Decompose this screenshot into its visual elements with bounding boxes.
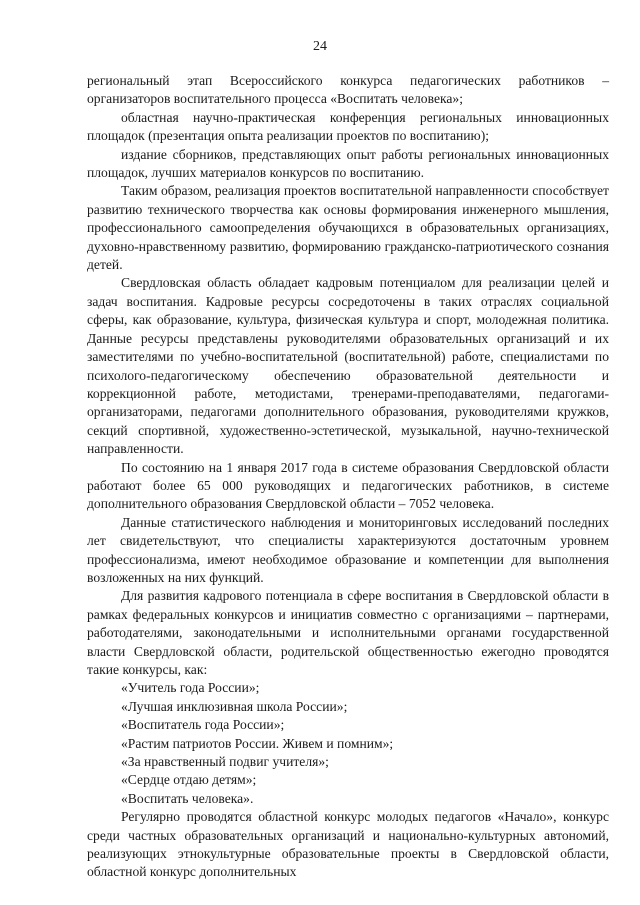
contest-item: «Сердце отдаю детям»; (121, 772, 257, 788)
contest-item: «Учитель года России»; (121, 680, 260, 696)
page-number: 24 (313, 39, 327, 54)
contest-item: «Воспитать человека». (121, 790, 254, 806)
paragraph-statistics: По состоянию на 1 января 2017 года в системе образования Свердловской области работают более 65 000 руководящих и педагогических работников, в системе дополнительного образования Свердловской области – 7052 человека. (87, 459, 609, 512)
paragraph-contests-intro: Для развития кадрового потенциала в сфере воспитания в Свердловской области в рамках федеральных конкурсов и инициатив совместно с организациями – партнерами, работодателями, законодательными и исполнительными органами государственной власти Свердловской области, родительской общественностью ежегодно проводятся такие конкурсы, как: (87, 588, 609, 677)
contest-item: «Растим патриотов России. Живем и помним»; (121, 735, 394, 751)
contest-item: «За нравственный подвиг учителя»; (121, 754, 329, 770)
text-body (87, 72, 609, 882)
contest-list (87, 679, 609, 808)
paragraph-summary: Таким образом, реализация проектов воспитательной направленности способствует развитию технического творчества как основы формирования инженерного мышления, профессионального самоопределения обучающихся в образовательных организациях, духовно-нравственному развитию, формированию гражданско-патриотического сознания детей. (87, 183, 609, 273)
paragraph-conference: областная научно-практическая конференция региональных инновационных площадок (презентация опыта реализации проектов по воспитанию); (87, 109, 609, 144)
paragraph-monitoring: Данные статистического наблюдения и мониторинговых исследований последних лет свидетельствуют, что специалисты характеризуются достаточным уровнем профессионализма, имеют необходимое образование и компетенции для выполнения возложенных на них функций. (87, 514, 609, 585)
contest-item: «Лучшая инклюзивная школа России»; (121, 698, 348, 714)
contest-item: «Воспитатель года России»; (121, 717, 285, 733)
paragraph-regular-contests: Регулярно проводятся областной конкурс молодых педагогов «Начало», конкурс среди частных образовательных организаций и национально-культурных автономий, реализующих этнокультурные образовательные проекты в Свердловской области, областной конкурс дополнительных (87, 809, 609, 880)
paragraph-staff-potential: Свердловская область обладает кадровым потенциалом для реализации целей и задач воспитания. Кадровые ресурсы сосредоточены в таких отраслях социальной сферы, как образование, культура, физическая культура и спорт, молодежная политика. Данные ресурсы представлены руководителями образовательных организаций и их заместителями по учебно-воспитательной (воспитательной) работе, специалистами по психолого-педагогическому обеспечению образовательной деятельности и коррекционной работе, методистами, тренерами-преподавателями, педагогами-организаторами, педагогами дополнительного образования, руководителями кружков, секций спортивной, художественно-эстетической, музыкальной, научно-технической направленности. (87, 275, 609, 457)
paragraph-publications: издание сборников, представляющих опыт работы региональных инновационных площадок, лучших материалов конкурсов по воспитанию. (87, 146, 609, 181)
paragraph-regional-contest: региональный этап Всероссийского конкурса педагогических работников – организаторов воспитательного процесса «Воспитать человека»; (87, 73, 609, 107)
